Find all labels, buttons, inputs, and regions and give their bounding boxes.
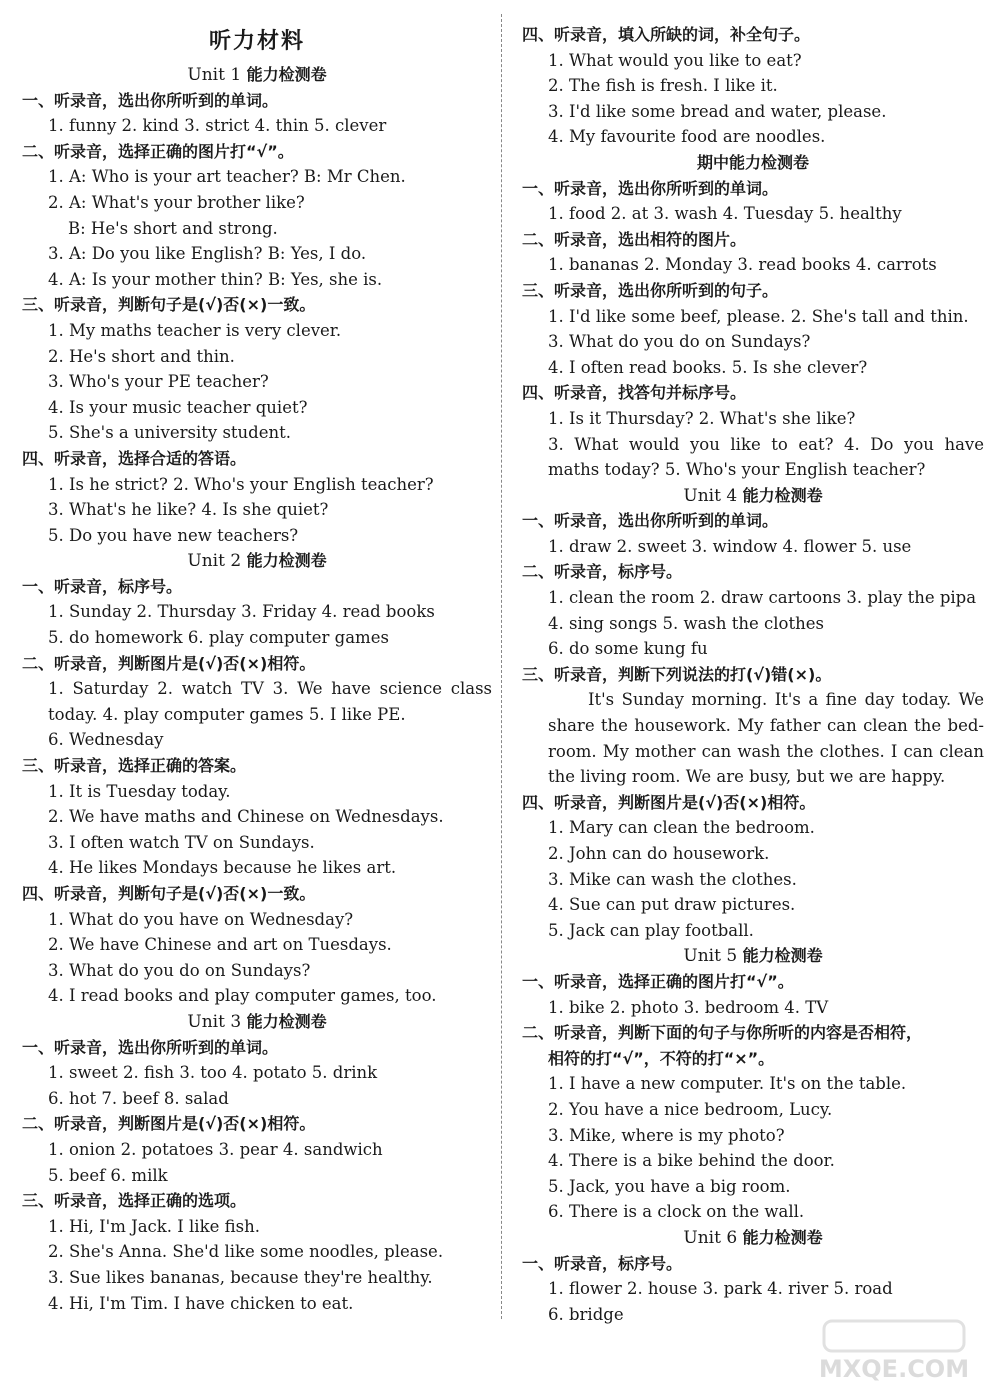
unit-title: 能力检测卷 [742,485,823,505]
unit-title: 期中能力检测卷 [696,152,809,172]
item-line: 3. Sue likes bananas, because they're healthy. [48,1267,433,1287]
section-heading: 三、听录音，选择正确的选项。 [22,1191,247,1211]
section-heading: 二、听录音，选择正确的图片打“√”。 [22,141,294,161]
section-heading: 一、听录音，选出你所听到的单词。 [22,1037,279,1057]
section-heading: 三、听录音，选择正确的答案。 [22,756,247,776]
unit-title: 能力检测卷 [246,1011,327,1031]
unit-title: 能力检测卷 [246,65,327,84]
item-line-justified: 1. Saturday 2. watch TV 3. We have science class [48,679,492,699]
item-line: 1. I have a new computer. It's on the table. [548,1074,907,1094]
unit-heading [522,1225,984,1251]
unit-label: Unit 3 [187,1011,247,1032]
section-heading: 四、听录音，判断句子是(√)否(×)一致。 [22,884,316,903]
item-line: 1. It is Tuesday today. [48,781,231,801]
watermark-text: MXQE.COM [818,1355,970,1383]
item-line: 1. clean the room 2. draw cartoons 3. play the pipa [548,588,977,608]
item-line: 6. bridge [548,1304,624,1324]
column-divider [501,14,502,1319]
item-line: 1. Is he strict? 2. Who's your English teacher? [48,474,434,494]
section-heading: 一、听录音，标序号。 [522,1253,683,1273]
unit-title: 能力检测卷 [742,1227,823,1247]
item-line: 1. bike 2. photo 3. bedroom 4. TV [548,997,829,1017]
item-line: 4. A: Is your mother thin? B: Yes, she is. [48,269,383,289]
item-line-wrapped: the living room. We are busy, but we are happy. [548,767,946,787]
item-line: 3. Who's your PE teacher? [48,372,269,392]
item-line: 6. hot 7. beef 8. salad [48,1088,229,1108]
item-line: 1. A: Who is your art teacher? B: Mr Chen. [48,167,406,187]
item-line: 2. She's Anna. She'd like some noodles, please. [48,1242,444,1262]
unit-title: 能力检测卷 [742,946,823,966]
item-line: 5. Jack can play football. [548,920,754,940]
item-line-justified: 3. What would you like to eat? 4. Do you have [548,434,984,454]
item-line-justified: room. My mother can wash the clothes. I can clean [548,741,984,761]
unit-title: 能力检测卷 [246,551,327,571]
item-line: 1. bananas 2. Monday 3. read books 4. carrots [548,255,937,275]
unit-heading [522,483,984,509]
item-line: 1. flower 2. house 3. park 4. river 5. road [548,1279,893,1299]
section-heading: 二、听录音，判断图片是(√)否(×)相符。 [22,653,316,673]
unit-heading [22,62,492,88]
unit-heading [522,150,984,176]
item-line: 2. The fish is fresh. I like it. [548,76,778,96]
page-title: 听力材料 [208,29,305,54]
item-line: 4. I often read books. 5. Is she clever? [548,357,868,377]
unit-label: Unit 5 [683,946,743,967]
item-line: 6. There is a clock on the wall. [548,1202,805,1222]
item-line: 2. John can do housework. [548,844,770,863]
item-line: 3. Mike, where is my photo? [548,1125,785,1145]
watermark-logo [794,1315,994,1385]
item-line: 5. Do you have new teachers? [48,525,299,545]
item-line: 2. We have Chinese and art on Tuesdays. [48,935,392,955]
item-line: 3. Mike can wash the clothes. [548,869,797,889]
item-line: 4. Hi, I'm Tim. I have chicken to eat. [48,1293,354,1313]
section-heading: 三、听录音，判断句子是(√)否(×)一致。 [22,295,316,315]
item-line: 5. beef 6. milk [48,1165,168,1185]
item-line: 1. What do you have on Wednesday? [48,909,354,929]
section-heading: 一、听录音，选出你所听到的单词。 [522,178,779,198]
item-line: 4. There is a bike behind the door. [548,1151,835,1171]
item-line: 1. food 2. at 3. wash 4. Tuesday 5. healthy [548,204,902,224]
section-heading: 一、听录音，选择正确的图片打“√”。 [522,971,794,991]
item-line: 2. He's short and thin. [48,346,235,366]
unit-heading [22,1009,492,1035]
section-heading: 一、听录音，选出你所听到的单词。 [22,90,279,110]
item-line: 3. What do you do on Sundays? [48,960,311,980]
unit-label: Unit 6 [683,1227,743,1248]
section-heading: 四、听录音，找答句并标序号。 [522,383,747,403]
passage-first-line: It's Sunday morning. It's a fine day today. We [588,690,984,710]
unit-heading [522,943,984,969]
item-line: 5. Jack, you have a big room. [548,1176,791,1196]
item-line: 1. draw 2. sweet 3. window 4. flower 5. use [548,536,912,556]
unit-label: Unit 1 [187,65,247,85]
item-line: 3. A: Do you like English? B: Yes, I do. [48,244,367,264]
item-line: 2. You have a nice bedroom, Lucy. [548,1099,833,1119]
section-heading: 三、听录音，选出你所听到的句子。 [522,280,779,300]
item-line: 1. Mary can clean the bedroom. [548,818,815,838]
item-line: 4. He likes Mondays because he likes art. [48,858,397,878]
item-line: 1. Hi, I'm Jack. I like fish. [48,1216,260,1236]
item-line: 4. sing songs 5. wash the clothes [548,613,824,633]
section-heading: 二、听录音，选出相符的图片。 [522,229,747,249]
left-column [22,22,492,1316]
item-line: 4. I read books and play computer games, too. [48,986,437,1006]
item-line: 1. sweet 2. fish 3. too 4. potato 5. drink [48,1063,378,1083]
item-line: 1. funny 2. kind 3. strict 4. thin 5. clever [48,116,387,136]
item-line-wrapped: maths today? 5. Who's your English teacher? [548,460,926,480]
unit-label: Unit 4 [683,485,743,506]
unit-heading [22,548,492,574]
section-heading: 二、听录音，判断下面的句子与你所听的内容是否相符， [522,1023,923,1043]
item-line-justified: share the housework. My father can clean the bed- [548,716,984,736]
item-line-wrapped: today. 4. play computer games 5. I like PE. [48,704,406,724]
item-line: 3. What do you do on Sundays? [548,332,811,352]
section-heading: 二、听录音，标序号。 [522,562,683,582]
section-heading: 二、听录音，判断图片是(√)否(×)相符。 [22,1114,316,1134]
section-heading: 四、听录音，判断图片是(√)否(×)相符。 [522,792,816,812]
item-line: 1. Is it Thursday? 2. What's she like? [548,408,856,428]
item-line: 5. She's a university student. [48,423,292,443]
item-line: 1. What would you like to eat? [548,50,802,70]
item-line: 5. do homework 6. play computer games [48,628,389,648]
item-line: 3. I'd like some bread and water, please. [548,101,887,121]
section-heading: 三、听录音，判断下列说法的打(√)错(×)。 [522,664,832,684]
right-column [522,22,984,1327]
item-line: B: He's short and strong. [68,218,278,238]
item-line: 1. I'd like some beef, please. 2. She's tall and thin. [548,306,969,326]
unit-label: Unit 2 [187,551,247,572]
item-line: 2. A: What's your brother like? [48,192,305,212]
item-line: 4. Is your music teacher quiet? [48,397,308,417]
item-line: 1. My maths teacher is very clever. [48,320,342,340]
item-line: 3. What's he like? 4. Is she quiet? [48,500,329,520]
section-heading: 一、听录音，选出你所听到的单词。 [522,511,779,531]
section-heading-continued: 相符的打“√”，不符的打“×”。 [548,1048,775,1068]
section-heading: 四、听录音，选择合适的答语。 [22,448,247,468]
item-line: 6. Wednesday [48,730,164,750]
item-line: 3. I often watch TV on Sundays. [48,832,315,852]
item-line: 4. My favourite food are noodles. [548,127,826,147]
item-line: 1. Sunday 2. Thursday 3. Friday 4. read books [48,602,435,622]
section-heading: 四、听录音，填入所缺的词，补全句子。 [522,25,811,44]
item-line: 2. We have maths and Chinese on Wednesdays. [48,807,444,827]
item-line: 1. onion 2. potatoes 3. pear 4. sandwich [48,1139,383,1159]
item-line: 4. Sue can put draw pictures. [548,895,796,915]
item-line: 6. do some kung fu [548,639,708,659]
section-heading: 一、听录音，标序号。 [22,576,183,596]
